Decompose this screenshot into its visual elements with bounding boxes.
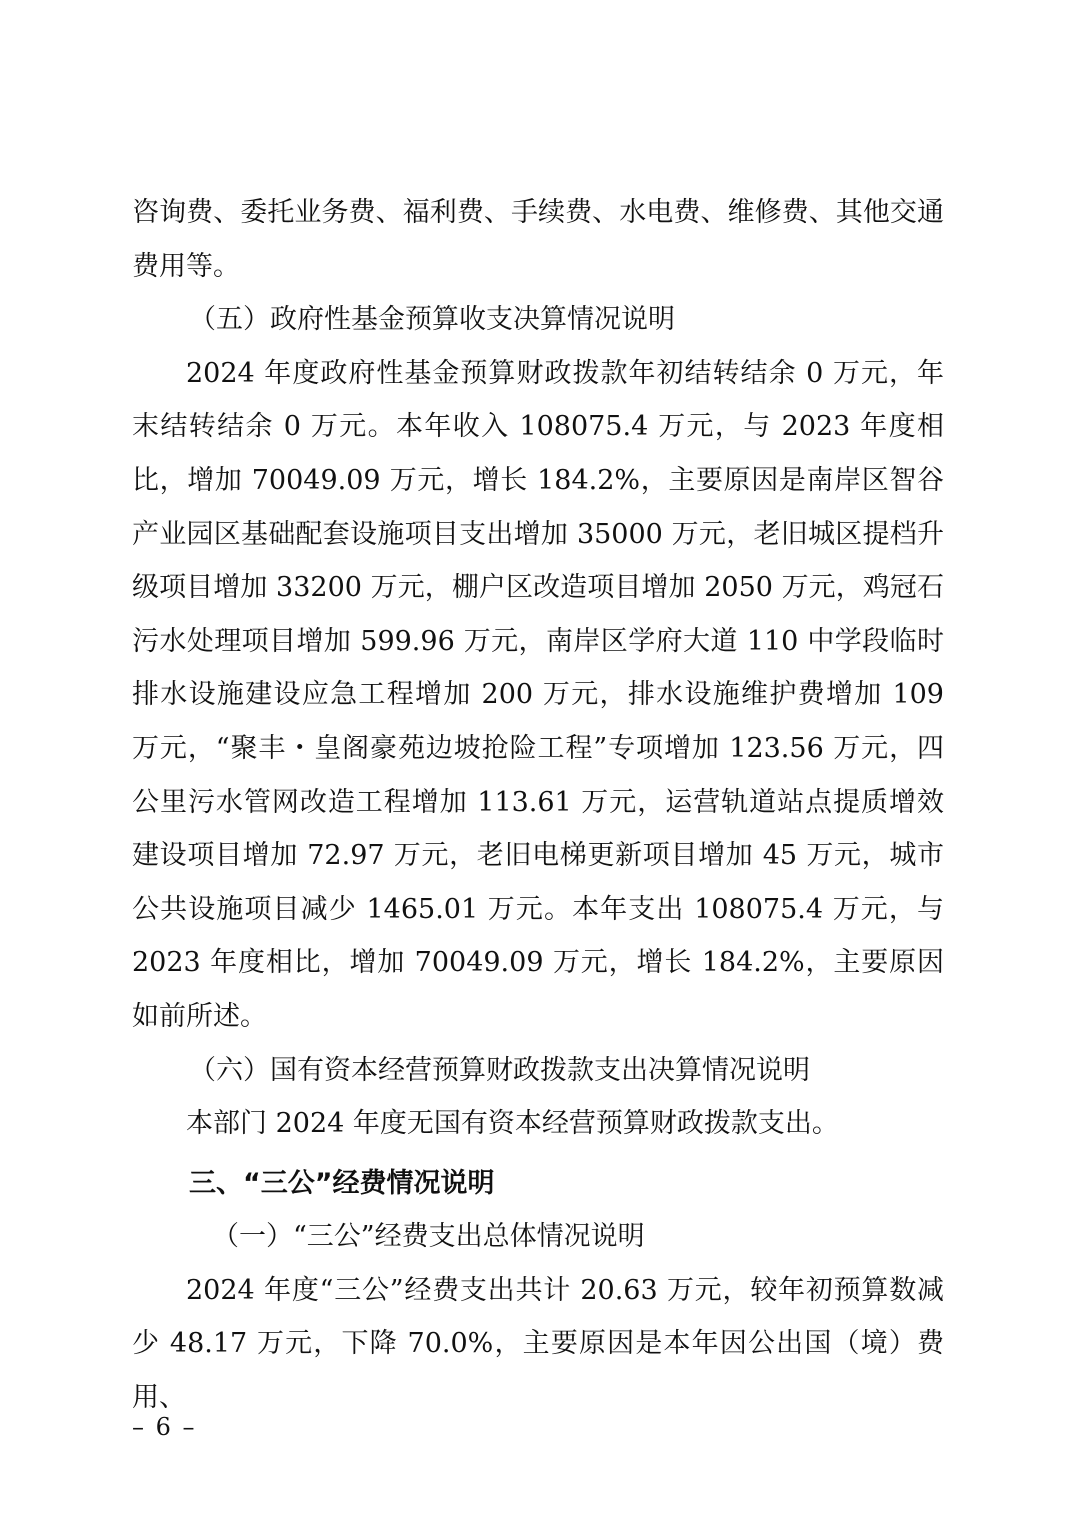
paragraph-state-capital-budget: 本部门 2024 年度无国有资本经营预算财政拨款支出。 (186, 1108, 839, 1140)
heading-government-fund-budget: （五）政府性基金预算收支决算情况说明 (189, 304, 675, 336)
heading-state-capital-budget: （六）国有资本经营预算财政拨款支出决算情况说明 (189, 1054, 810, 1086)
page-number: – 6 – (132, 1413, 197, 1441)
heading-three-public-overall: （一）“三公”经费支出总体情况说明 (212, 1221, 645, 1253)
continuation-paragraph: 咨询费、委托业务费、福利费、手续费、水电费、维修费、其他交通费用等。 (132, 197, 944, 282)
document-body (132, 186, 944, 1425)
section-heading-three-public-expenses: 三、“三公”经费情况说明 (189, 1167, 495, 1199)
paragraph-three-public-overall: 2024 年度“三公”经费支出共计 20.63 万元，较年初预算数减少 48.17 万元，下降 70.0%，主要原因是本年因公出国（境）费用、 (132, 1274, 944, 1414)
paragraph-government-fund-budget: 2024 年度政府性基金预算财政拨款年初结转结余 0 万元，年末结转结余 0 万元。本年收入 108075.4 万元，与 2023 年度相比，增加 70049.09 万元，增长 184.2%，主要原因是南岸区智谷产业园区基础配套设施项目支出增加 35000 万元，老旧城区提档升级项目增加 33200 万元，棚户区改造项目增加 2050 万元，鸡冠石污水处理项目增加 599.96 万元，南岸区学府大道 110 中学段临时排水设施建设应急工程增加 200 万元，排水设施维护费增加 109 万元，“聚丰・皇阁豪苑边坡抢险工程”专项增加 123.56 万元，四公里污水管网改造工程增加 113.61 万元，运营轨道站点提质增效建设项目增加 72.97 万元，老旧电梯更新项目增加 45 万元，城市公共设施项目减少 1465.01 万元。本年支出 108075.4 万元，与 2023 年度相比，增加 70049.09 万元，增长 184.2%，主要原因如前所述。 (132, 357, 944, 1032)
